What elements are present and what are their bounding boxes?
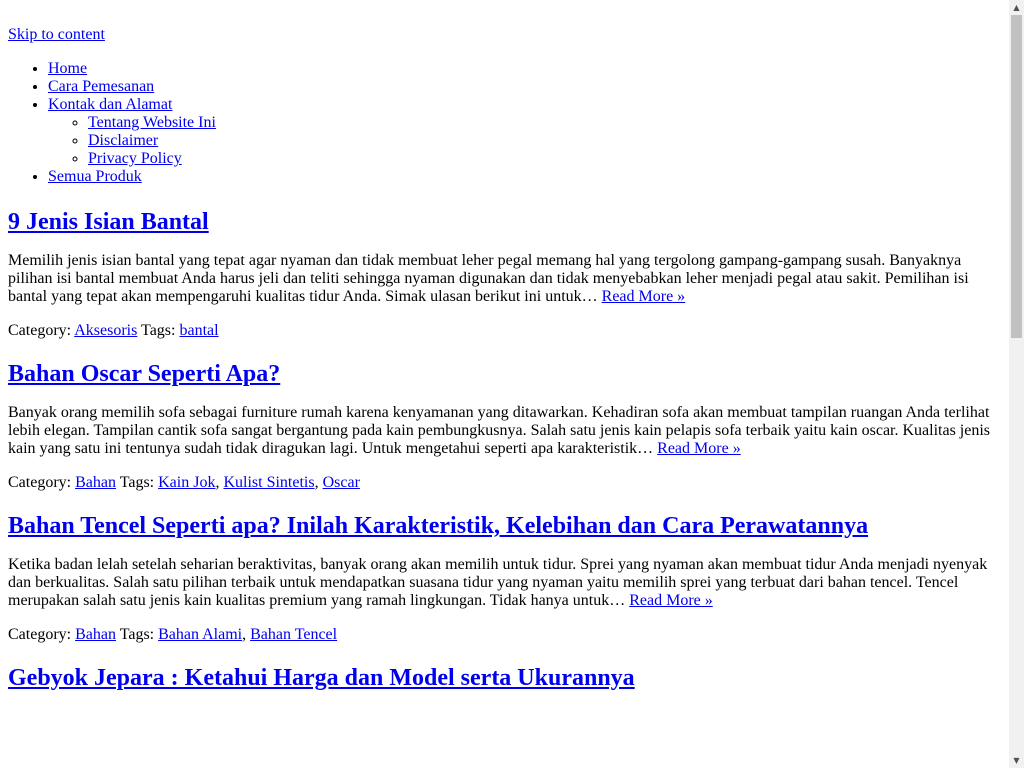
category-link[interactable]: Bahan [75,626,116,643]
page-content [8,26,1000,692]
post-title [8,208,1000,236]
post-article [8,360,1000,492]
post-title-link[interactable]: Bahan Oscar Seperti Apa? [8,361,281,387]
skip-to-content-link[interactable]: Skip to content [8,26,105,43]
nav-subitem-privacy-policy [88,150,1000,168]
post-title-link[interactable]: Gebyok Jepara : Ketahui Harga dan Model serta Ukurannya [8,665,635,691]
nav-link-semua-produk[interactable]: Semua Produk [48,168,142,185]
post-article [8,512,1000,644]
post-title-link[interactable]: 9 Jenis Isian Bantal [8,209,209,235]
nav-link-tentang-website-ini[interactable]: Tentang Website Ini [88,114,216,131]
post-excerpt-text: Ketika badan lelah setelah seharian beraktivitas, banyak orang akan memilih untuk tidur. Sprei yang nyaman akan membuat tidur Anda menjadi nyenyak dan berkualitas. Salah satu pilihan terbaik untuk mendapatkan suasana tidur yang nyaman yaitu memilih sprei yang terbuat dari bahan tencel. Tencel merupakan salah satu jenis kain kualitas premium yang ramah lingkungan. Tidak hanya untuk… [8,556,988,609]
primary-navigation [8,60,1000,186]
post-meta [8,474,1000,492]
nav-link-kontak-dan-alamat[interactable]: Kontak dan Alamat [48,96,173,113]
nav-subitem-tentang [88,114,1000,132]
tag-link[interactable]: Bahan Alami [158,626,243,643]
post-excerpt [8,556,1000,610]
tag-separator: , [242,626,247,643]
nav-item-home [48,60,1000,78]
nav-item-kontak-dan-alamat [48,96,1000,168]
category-label: Category: [8,322,72,339]
nav-link-cara-pemesanan[interactable]: Cara Pemesanan [48,78,155,95]
vertical-scrollbar[interactable] [1009,0,1024,768]
post-excerpt-text: Banyak orang memilih sofa sebagai furniture rumah karena kenyamanan yang ditawarkan. Kehadiran sofa akan membuat tampilan ruangan Anda terlihat lebih elegan. Tampilan cantik sofa sangat bergantung pada kain pembungkusnya. Salah satu jenis kain pelapis sofa terbaik yaitu kain oscar. Kualitas jenis kain yang satu ini tentunya sudah tidak diragukan lagi. Untuk mengetahui seperti apa karakteristik… [8,404,991,457]
tag-link[interactable]: Oscar [322,474,360,491]
nav-item-cara-pemesanan [48,78,1000,96]
read-more-link[interactable]: Read More » [657,440,741,457]
nav-submenu [48,114,1000,168]
post-excerpt [8,252,1000,306]
tag-separator: , [314,474,319,491]
nav-item-semua-produk [48,168,1000,186]
tags-label: Tags: [119,626,155,643]
post-title [8,512,1000,540]
scrollbar-thumb[interactable] [1011,15,1022,338]
category-link[interactable]: Aksesoris [74,322,138,339]
scroll-up-arrow-icon[interactable]: ▲ [1013,3,1020,12]
post-meta [8,626,1000,644]
category-label: Category: [8,474,72,491]
scroll-down-arrow-icon[interactable]: ▼ [1013,756,1020,765]
tags-label: Tags: [141,322,176,339]
post-title [8,664,1000,692]
post-article [8,664,1000,692]
nav-link-privacy-policy[interactable]: Privacy Policy [88,150,182,167]
post-excerpt-text: Memilih jenis isian bantal yang tepat agar nyaman dan tidak membuat leher pegal memang hal yang tergolong gampang-gampang susah. Banyaknya pilihan isi bantal membuat Anda harus jeli dan teliti sehingga nyaman digunakan dan tidak menyebabkan leher menjadi pegal atau sakit. Pemilihan isi bantal yang tepat akan mempengaruhi kualitas tidur Anda. Simak ulasan berikut ini untuk… [8,252,969,305]
read-more-link[interactable]: Read More » [601,288,686,305]
tag-link[interactable]: Kulist Sintetis [223,474,315,491]
tag-separator: , [215,474,220,491]
category-label: Category: [8,626,72,643]
nav-subitem-disclaimer [88,132,1000,150]
tags-label: Tags: [119,474,155,491]
read-more-link[interactable]: Read More » [629,592,713,609]
nav-link-disclaimer[interactable]: Disclaimer [88,132,159,149]
post-meta [8,322,1000,340]
post-title-link[interactable]: Bahan Tencel Seperti apa? Inilah Karakteristik, Kelebihan dan Cara Perawatannya [8,513,869,539]
tag-link[interactable]: Kain Jok [158,474,216,491]
post-title [8,360,1000,388]
post-excerpt [8,404,1000,458]
nav-link-home[interactable]: Home [48,60,88,77]
tag-link[interactable]: bantal [179,322,219,339]
post-article [8,208,1000,340]
tag-link[interactable]: Bahan Tencel [250,626,338,643]
category-link[interactable]: Bahan [75,474,116,491]
